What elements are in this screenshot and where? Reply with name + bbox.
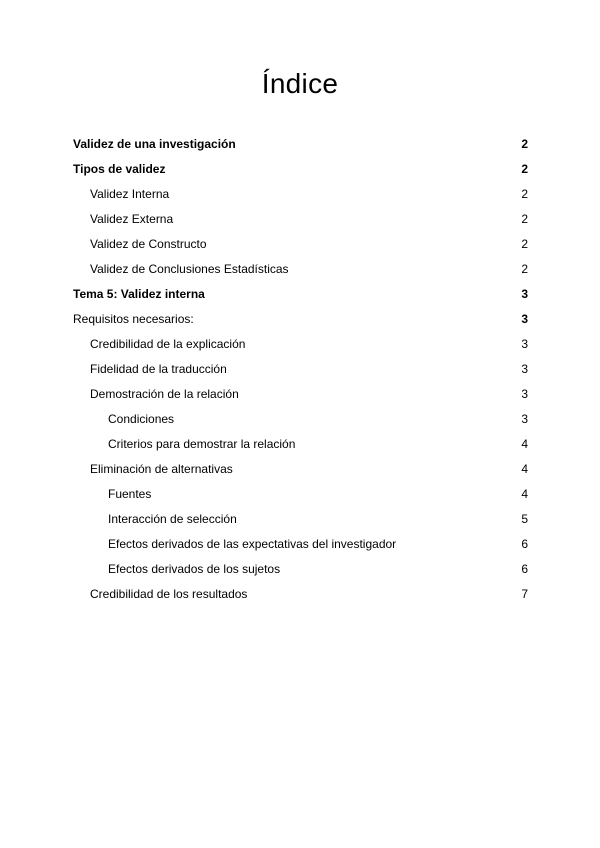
table-of-contents — [73, 132, 529, 607]
toc-entry[interactable] — [73, 382, 529, 407]
toc-entry[interactable] — [73, 557, 529, 582]
toc-entry-label: Credibilidad de la explicación — [90, 337, 246, 351]
toc-entry-label: Validez Externa — [90, 212, 174, 226]
toc-entry[interactable] — [73, 307, 529, 332]
toc-entry-page: 3 — [521, 387, 528, 401]
toc-entry[interactable] — [73, 507, 529, 532]
toc-entry-page: 2 — [521, 162, 528, 176]
toc-entry[interactable] — [73, 132, 529, 157]
toc-entry[interactable] — [73, 532, 529, 557]
toc-entry-page: 4 — [521, 462, 528, 476]
toc-entry[interactable] — [73, 157, 529, 182]
toc-entry[interactable] — [73, 407, 529, 432]
toc-entry-page: 2 — [521, 187, 528, 201]
toc-entry-label: Fidelidad de la traducción — [90, 362, 227, 376]
toc-entry-label: Fuentes — [108, 487, 152, 501]
toc-entry[interactable] — [73, 432, 529, 457]
toc-entry-page: 7 — [521, 587, 528, 601]
toc-entry-label: Validez de una investigación — [73, 137, 236, 151]
toc-entry[interactable] — [73, 482, 529, 507]
toc-entry-label: Efectos derivados de las expectativas del investigador — [108, 537, 397, 551]
toc-entry-page: 4 — [521, 437, 528, 451]
toc-entry-label: Validez Interna — [90, 187, 170, 201]
toc-entry-page: 3 — [521, 312, 528, 326]
toc-entry-label: Demostración de la relación — [90, 387, 239, 401]
toc-entry-label: Tipos de validez — [73, 162, 166, 176]
toc-entry-page: 3 — [521, 287, 528, 301]
toc-entry[interactable] — [73, 582, 529, 607]
toc-entry-label: Requisitos necesarios: — [73, 312, 194, 326]
toc-entry-label: Tema 5: Validez interna — [73, 287, 205, 301]
toc-entry[interactable] — [73, 232, 529, 257]
toc-entry-label: Credibilidad de los resultados — [90, 587, 248, 601]
toc-entry-label: Eliminación de alternativas — [90, 462, 233, 476]
toc-entry-page: 2 — [521, 212, 528, 226]
toc-entry[interactable] — [73, 207, 529, 232]
toc-entry-page: 5 — [521, 512, 528, 526]
toc-entry-page: 4 — [521, 487, 528, 501]
toc-entry[interactable] — [73, 357, 529, 382]
toc-entry-label: Criterios para demostrar la relación — [108, 437, 296, 451]
toc-entry-label: Validez de Conclusiones Estadísticas — [90, 262, 289, 276]
toc-entry-label: Condiciones — [108, 412, 175, 426]
toc-entry[interactable] — [73, 257, 529, 282]
toc-entry-page: 2 — [521, 262, 528, 276]
toc-entry-page: 3 — [521, 412, 528, 426]
toc-entry[interactable] — [73, 457, 529, 482]
toc-entry-page: 6 — [521, 537, 528, 551]
toc-entry-label: Efectos derivados de los sujetos — [108, 562, 281, 576]
toc-entry[interactable] — [73, 282, 529, 307]
toc-entry-page: 2 — [521, 137, 528, 151]
toc-entry-page: 2 — [521, 237, 528, 251]
toc-entry[interactable] — [73, 182, 529, 207]
toc-entry-page: 3 — [521, 337, 528, 351]
page-title: Índice — [261, 68, 339, 99]
toc-entry-page: 3 — [521, 362, 528, 376]
toc-entry[interactable] — [73, 332, 529, 357]
toc-entry-label: Interacción de selección — [108, 512, 237, 526]
toc-entry-label: Validez de Constructo — [90, 237, 207, 251]
toc-entry-page: 6 — [521, 562, 528, 576]
